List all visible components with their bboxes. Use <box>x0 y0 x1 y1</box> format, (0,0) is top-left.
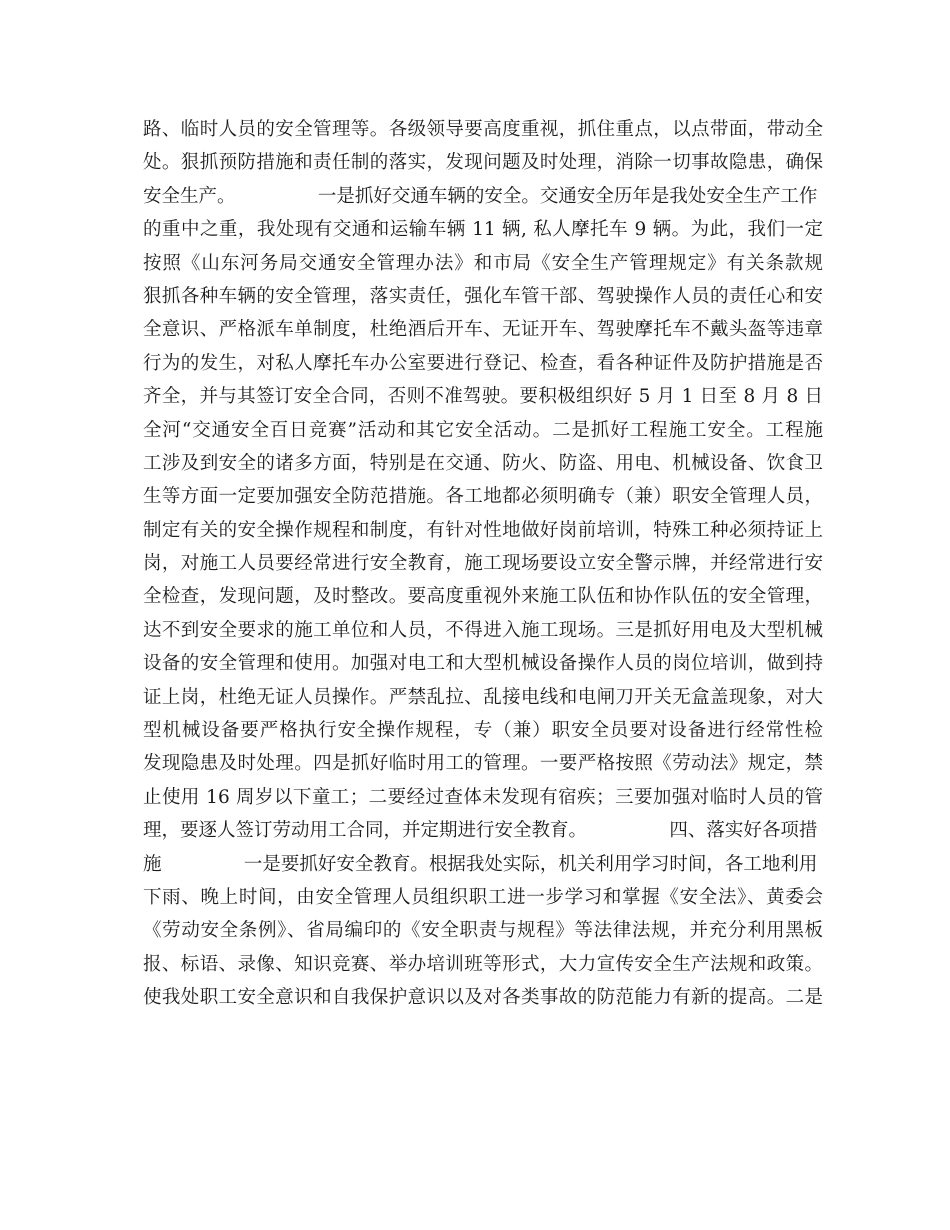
text-line: 路、临时人员的安全管理等。各级领导要高度重视，抓住重点，以点带面，带动全 <box>143 119 823 140</box>
text-line: 岗，对施工人员要经常进行安全教育，施工现场要设立安全警示牌，并经常进行安 <box>143 553 823 575</box>
text-line: 行为的发生，对私人摩托车办公室要进行登记、检查，看各种证件及防护措施是否 <box>143 352 823 374</box>
text-line: 的重中之重，我处现有交通和运输车辆 11 辆, 私人摩托车 9 辆。为此，我们一定 <box>143 219 823 241</box>
text-line: 工涉及到安全的诸多方面，特别是在交通、防火、防盗、用电、机械设备、饮食卫 <box>143 452 823 474</box>
text-line: 全检查，发现问题，及时整改。要高度重视外来施工队伍和协作队伍的安全管理， <box>143 586 823 608</box>
text-line: 发现隐患及时处理。四是抓好临时用工的管理。一要严格按照《劳动法》规定，禁 <box>143 753 823 775</box>
text-line: 使我处职工安全意识和自我保护意识以及对各类事故的防范能力有新的提高。二是 <box>143 987 823 1009</box>
text-line: 型机械设备要严格执行安全操作规程，专（兼）职安全员要对设备进行经常性检 <box>143 720 823 742</box>
text-line: 狠抓各种车辆的安全管理，落实责任，强化车管干部、驾驶操作人员的责任心和安 <box>143 285 823 307</box>
text-line: 设备的安全管理和使用。加强对电工和大型机械设备操作人员的岗位培训，做到持 <box>143 653 823 675</box>
text-line: 全河“交通安全百日竞赛”活动和其它安全活动。二是抓好工程施工安全。工程施 <box>143 419 823 441</box>
text-line: 下雨、晚上时间，由安全管理人员组织职工进一步学习和掌握《安全法》、黄委会 <box>143 886 823 908</box>
text-line: 报、标语、录像、知识竞赛、举办培训班等形式，大力宣传安全生产法规和政策。 <box>143 953 823 975</box>
text-line: 生等方面一定要加强安全防范措施。各工地都必须明确专（兼）职安全管理人员， <box>143 486 823 508</box>
text-line: 按照《山东河务局交通安全管理办法》和市局《安全生产管理规定》有关条款规 <box>143 252 823 274</box>
text-line: 证上岗，杜绝无证人员操作。严禁乱拉、乱接电线和电闸刀开关无盒盖现象，对大 <box>143 686 823 708</box>
text-line: 安全生产。 一是抓好交通车辆的安全。交通安全历年是我处安全生产工作 <box>143 185 818 207</box>
text-line: 理，要逐人签订劳动用工合同，并定期进行安全教育。 四、落实好各项措 <box>143 820 818 842</box>
text-line: 止使用 16 周岁以下童工；二要经过查体未发现有宿疾；三要加强对临时人员的管 <box>143 786 823 808</box>
text-line: 施 一是要抓好安全教育。根据我处实际，机关利用学习时间，各工地利用 <box>143 853 818 875</box>
text-line: 《劳动安全条例》、省局编印的《安全职责与规程》等法律法规，并充分利用黑板 <box>143 920 823 942</box>
text-line: 全意识、严格派车单制度，杜绝酒后开车、无证开车、驾驶摩托车不戴头盔等违章 <box>143 319 823 341</box>
body-text <box>143 113 823 1015</box>
text-line: 达不到安全要求的施工单位和人员，不得进入施工现场。三是抓好用电及大型机械 <box>143 619 823 641</box>
text-line: 制定有关的安全操作规程和制度，有针对性地做好岗前培训，特殊工种必须持证上 <box>143 519 823 541</box>
text-line: 处。狠抓预防措施和责任制的落实，发现问题及时处理，消除一切事故隐患，确保 <box>143 152 823 174</box>
text-line: 齐全，并与其签订安全合同，否则不准驾驶。要积极组织好 5 月 1 日至 8 月 8 日 <box>143 386 823 408</box>
